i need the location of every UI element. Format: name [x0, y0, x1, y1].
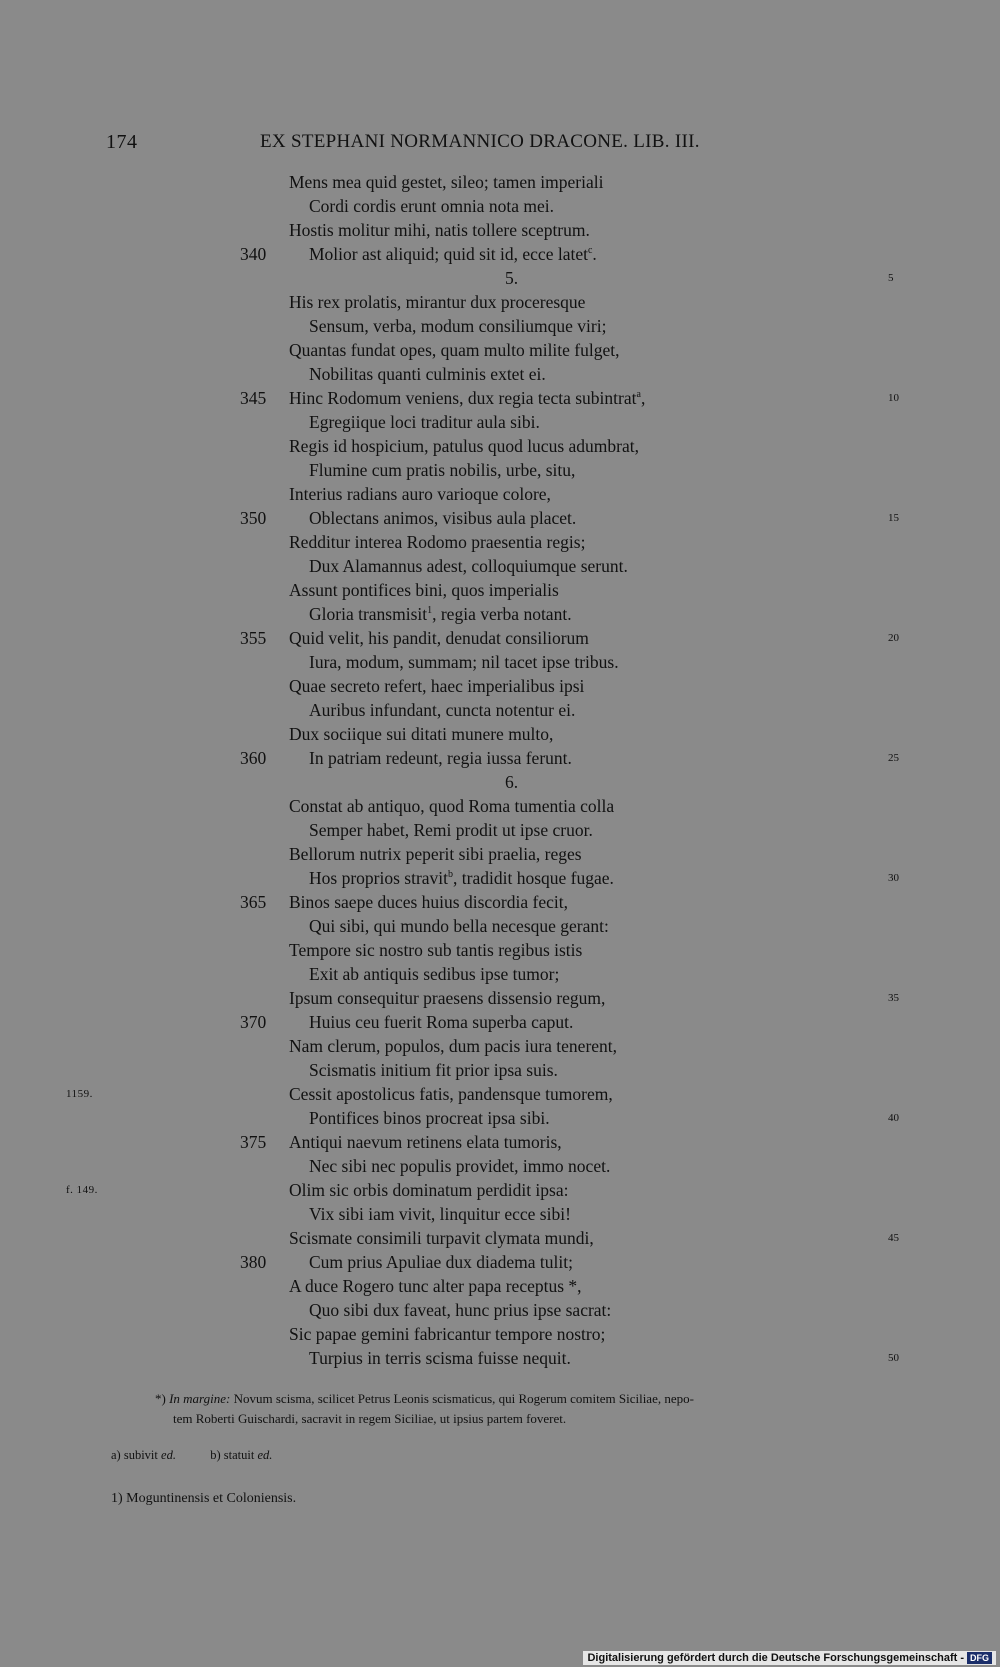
verse-text-main: Hos proprios stravit: [309, 868, 449, 888]
verse-text: [289, 482, 551, 506]
line-number: 350: [240, 508, 267, 528]
verse-line: [0, 1178, 1000, 1202]
verse-text: [309, 1250, 573, 1274]
verse-line: [0, 506, 1000, 530]
verse-text-main: Assunt pontifices bini, quos imperialis: [289, 580, 559, 600]
verse-text: [309, 962, 559, 986]
verse-line: [0, 194, 1000, 218]
verse-text-main: A duce Rogero tunc alter papa receptus *,: [289, 1276, 582, 1296]
verse-line: [0, 290, 1000, 314]
footnote-margin: [155, 1389, 890, 1429]
verse-line: [0, 1154, 1000, 1178]
footnote-ref: c: [587, 245, 593, 257]
line-number: 345: [240, 388, 267, 408]
verse-text-main: Exit ab antiquis sedibus ipse tumor;: [309, 964, 560, 984]
verse-text: [289, 338, 620, 362]
margin-note-left: f. 149.: [66, 1184, 98, 1196]
verse-text: [309, 818, 593, 842]
footnote-b-mark: b): [210, 1448, 221, 1462]
verse-line: [0, 170, 1000, 194]
line-number: 370: [240, 1012, 267, 1032]
verse-text: [289, 530, 585, 554]
verse-text-main: Quid velit, his pandit, denudat consiliorum: [289, 628, 589, 648]
verse-text-main: His rex prolatis, mirantur dux proceresque: [289, 292, 586, 312]
verse-text: [289, 938, 582, 962]
verse-line: [0, 626, 1000, 650]
footnote-b-text: statuit: [223, 1448, 255, 1462]
verse-text: [289, 434, 639, 458]
verse-text-main: Cordi cordis erunt omnia nota mei.: [309, 196, 554, 216]
verse-text: [289, 1130, 562, 1154]
margin-line-count: 35: [888, 992, 899, 1004]
verse-text: [309, 1106, 550, 1130]
verse-text-main: Pontifices binos procreat ipsa sibi.: [309, 1108, 550, 1128]
footnote-star-mark: *): [155, 1391, 166, 1406]
verse-text-main: Constat ab antiquo, quod Roma tumentia colla: [289, 796, 615, 816]
verse-text-main: Egregiique loci traditur aula sibi.: [309, 412, 540, 432]
verse-text: [289, 170, 603, 194]
verse-text-main: Hinc Rodomum veniens, dux regia tecta subintrat: [289, 388, 637, 408]
verse-line: [0, 1346, 1000, 1370]
verse-text-main: Scismate consimili turpavit clymata mundi,: [289, 1228, 594, 1248]
verse-text: [309, 194, 554, 218]
footnote-ref: b: [448, 869, 454, 881]
line-number: 365: [240, 892, 267, 912]
margin-line-count: 5: [888, 272, 894, 284]
verse-text-main: Regis id hospicium, patulus quod lucus adumbrat,: [289, 436, 639, 456]
verse-text-main: Binos saepe duces huius discordia fecit,: [289, 892, 568, 912]
verse-line: [0, 794, 1000, 818]
verse-line: [0, 362, 1000, 386]
verse-text-main: Oblectans animos, visibus aula placet.: [309, 508, 577, 528]
verse-line: [0, 986, 1000, 1010]
verse-text-main: Tempore sic nostro sub tantis regibus istis: [289, 940, 583, 960]
verse-text-tail: , regia verba notant.: [432, 604, 572, 624]
page-number: 174: [106, 131, 138, 153]
verse-text: [309, 1154, 610, 1178]
footnote-ref: a: [636, 389, 641, 401]
margin-line-count: 50: [888, 1352, 899, 1364]
verse-text-main: Molior ast aliquid; quid sit id, ecce latet: [309, 244, 588, 264]
verse-text-main: Olim sic orbis dominatum perdidit ipsa:: [289, 1180, 569, 1200]
verse-line: [0, 218, 1000, 242]
verse-text: [289, 986, 605, 1010]
verse-text: [309, 602, 572, 626]
verse-text: [309, 410, 540, 434]
verse-line: [0, 1322, 1000, 1346]
verse-line: [0, 866, 1000, 890]
verse-text: [289, 674, 584, 698]
verse-text: [289, 1178, 569, 1202]
verse-text: [289, 722, 553, 746]
verse-text-main: Quo sibi dux faveat, hunc prius ipse sacrat:: [309, 1300, 612, 1320]
verse-text-main: Quantas fundat opes, quam multo milite fulget,: [289, 340, 620, 360]
verse-line: [0, 818, 1000, 842]
verse-text: [289, 626, 589, 650]
verse-text: [309, 1010, 573, 1034]
verse-text-tail: ,: [640, 388, 646, 408]
verse-text-main: Iura, modum, summam; nil tacet ipse tribus.: [309, 652, 619, 672]
verse-text: [309, 866, 614, 890]
verse-text-main: Huius ceu fuerit Roma superba caput.: [309, 1012, 574, 1032]
verse-text-main: Gloria transmisit: [309, 604, 428, 624]
margin-line-count: 10: [888, 392, 899, 404]
verse-line: [0, 1274, 1000, 1298]
verse-text-main: 5.: [505, 268, 519, 288]
verse-text-main: Sensum, verba, modum consiliumque viri;: [309, 316, 607, 336]
verse-lines: [0, 170, 1000, 1370]
verse-line: [0, 962, 1000, 986]
verse-text-main: Antiqui naevum retinens elata tumoris,: [289, 1132, 562, 1152]
verse-text: [505, 266, 518, 290]
verse-text: [289, 1082, 613, 1106]
margin-note-left: 1159.: [66, 1088, 93, 1100]
verse-text: [309, 458, 575, 482]
verse-text-main: Cum prius Apuliae dux diadema tulit;: [309, 1252, 573, 1272]
verse-line: [0, 482, 1000, 506]
verse-line: [0, 1058, 1000, 1082]
footnote-a-mark: a): [111, 1448, 121, 1462]
verse-text: [309, 242, 597, 266]
footnote-b-ed: ed.: [257, 1448, 273, 1462]
verse-text: [309, 650, 619, 674]
margin-line-count: 15: [888, 512, 899, 524]
verse-text-main: Nobilitas quanti culminis extet ei.: [309, 364, 546, 384]
verse-line: [0, 914, 1000, 938]
verse-text-main: Auribus infundant, cuncta notentur ei.: [309, 700, 576, 720]
verse-line: [0, 578, 1000, 602]
verse-text: [289, 890, 568, 914]
verse-line: [0, 338, 1000, 362]
verse-line: [0, 1010, 1000, 1034]
verse-line: [0, 242, 1000, 266]
verse-text-main: Dux sociique sui ditati munere multo,: [289, 724, 554, 744]
verse-text: [309, 746, 572, 770]
verse-text-main: Scismatis initium fit prior ipsa suis.: [309, 1060, 558, 1080]
verse-text: [309, 1298, 611, 1322]
verse-line: [0, 1082, 1000, 1106]
verse-text: [289, 794, 614, 818]
line-number: 340: [240, 244, 267, 264]
verse-line: [0, 650, 1000, 674]
footer-text: Digitalisierung gefördert durch die Deutsche Forschungsgemeinschaft -: [587, 1652, 964, 1664]
verse-line: [0, 842, 1000, 866]
verse-text: [289, 578, 559, 602]
verse-text-main: Dux Alamannus adest, colloquiumque serunt.: [309, 556, 628, 576]
line-number: 375: [240, 1132, 267, 1152]
verse-line: [0, 1250, 1000, 1274]
verse-text-main: 6.: [505, 772, 519, 792]
verse-line: [0, 938, 1000, 962]
verse-text-main: Redditur interea Rodomo praesentia regis;: [289, 532, 586, 552]
verse-text-main: Bellorum nutrix peperit sibi praelia, reges: [289, 844, 582, 864]
verse-line: [0, 602, 1000, 626]
verse-line: [0, 674, 1000, 698]
verse-line: [0, 698, 1000, 722]
verse-text: [289, 1226, 594, 1250]
line-number: 360: [240, 748, 267, 768]
footnote-a-text: subivit: [123, 1448, 158, 1462]
verse-line: [0, 386, 1000, 410]
footnote-variants: [111, 1448, 272, 1463]
verse-text-main: Vix sibi iam vivit, linquitur ecce sibi!: [309, 1204, 571, 1224]
dfg-logo: DFG: [967, 1652, 992, 1664]
footnote-1: 1) Moguntinensis et Coloniensis.: [111, 1491, 297, 1506]
verse-text: [289, 1034, 617, 1058]
verse-text-main: Nam clerum, populos, dum pacis iura tenerent,: [289, 1036, 618, 1056]
verse-text: [309, 506, 576, 530]
verse-text-main: In patriam redeunt, regia iussa ferunt.: [309, 748, 572, 768]
verse-line: [0, 530, 1000, 554]
margin-line-count: 20: [888, 632, 899, 644]
line-number: 355: [240, 628, 267, 648]
verse-text-main: Flumine cum pratis nobilis, urbe, situ,: [309, 460, 576, 480]
verse-text-main: Semper habet, Remi prodit ut ipse cruor.: [309, 820, 593, 840]
verse-text: [309, 362, 546, 386]
running-title: EX STEPHANI NORMANNICO DRACONE. LIB. III.: [260, 131, 700, 152]
verse-line: [0, 722, 1000, 746]
section-number: [0, 770, 1000, 794]
verse-text-tail: .: [592, 244, 597, 264]
verse-line: [0, 554, 1000, 578]
verse-line: [0, 1034, 1000, 1058]
verse-text: [309, 914, 609, 938]
verse-text: [309, 1346, 571, 1370]
verse-text: [309, 314, 606, 338]
verse-line: [0, 1106, 1000, 1130]
verse-line: [0, 1298, 1000, 1322]
margin-line-count: 30: [888, 872, 899, 884]
verse-text: [289, 386, 645, 410]
verse-text: [505, 770, 518, 794]
verse-text-tail: , tradidit hosque fugae.: [453, 868, 614, 888]
verse-text-main: Cessit apostolicus fatis, pandensque tumorem,: [289, 1084, 613, 1104]
verse-text-main: Nec sibi nec populis providet, immo nocet.: [309, 1156, 611, 1176]
verse-text-main: Turpius in terris scisma fuisse nequit.: [309, 1348, 571, 1368]
verse-text: [289, 1274, 582, 1298]
verse-text: [289, 218, 590, 242]
section-number: [0, 266, 1000, 290]
digitization-footer: [583, 1651, 996, 1665]
verse-line: [0, 890, 1000, 914]
verse-line: [0, 314, 1000, 338]
verse-line: [0, 1130, 1000, 1154]
verse-line: [0, 1202, 1000, 1226]
margin-line-count: 25: [888, 752, 899, 764]
footnote-star-label: In margine:: [169, 1391, 231, 1406]
verse-line: [0, 1226, 1000, 1250]
verse-text: [289, 1322, 605, 1346]
verse-text-main: Quae secreto refert, haec imperialibus ipsi: [289, 676, 585, 696]
line-number: 380: [240, 1252, 267, 1272]
verse-text-main: Hostis molitur mihi, natis tollere sceptrum.: [289, 220, 590, 240]
footnote-ref: 1: [427, 605, 433, 617]
verse-line: [0, 410, 1000, 434]
verse-line: [0, 458, 1000, 482]
verse-line: [0, 434, 1000, 458]
verse-text: [289, 842, 582, 866]
verse-text-main: Sic papae gemini fabricantur tempore nostro;: [289, 1324, 606, 1344]
footnote-a-ed: ed.: [161, 1448, 176, 1462]
verse-text-main: Interius radians auro varioque colore,: [289, 484, 551, 504]
margin-line-count: 45: [888, 1232, 899, 1244]
footnote-star-text-continued: tem Roberti Guischardi, sacravit in regem Siciliae, ut ipsius partem foveret.: [173, 1411, 567, 1426]
footnote-star-text: Novum scisma, scilicet Petrus Leonis scismaticus, qui Rogerum comitem Siciliae, nepo-: [233, 1391, 694, 1406]
verse-text: [309, 698, 575, 722]
verse-text: [289, 290, 585, 314]
margin-line-count: 40: [888, 1112, 899, 1124]
verse-line: [0, 746, 1000, 770]
verse-text: [309, 1058, 558, 1082]
verse-text: [309, 1202, 571, 1226]
verse-text-main: Ipsum consequitur praesens dissensio regum,: [289, 988, 606, 1008]
verse-text-main: Qui sibi, qui mundo bella necesque gerant:: [309, 916, 609, 936]
verse-text-main: Mens mea quid gestet, sileo; tamen imperiali: [289, 172, 604, 192]
verse-text: [309, 554, 628, 578]
